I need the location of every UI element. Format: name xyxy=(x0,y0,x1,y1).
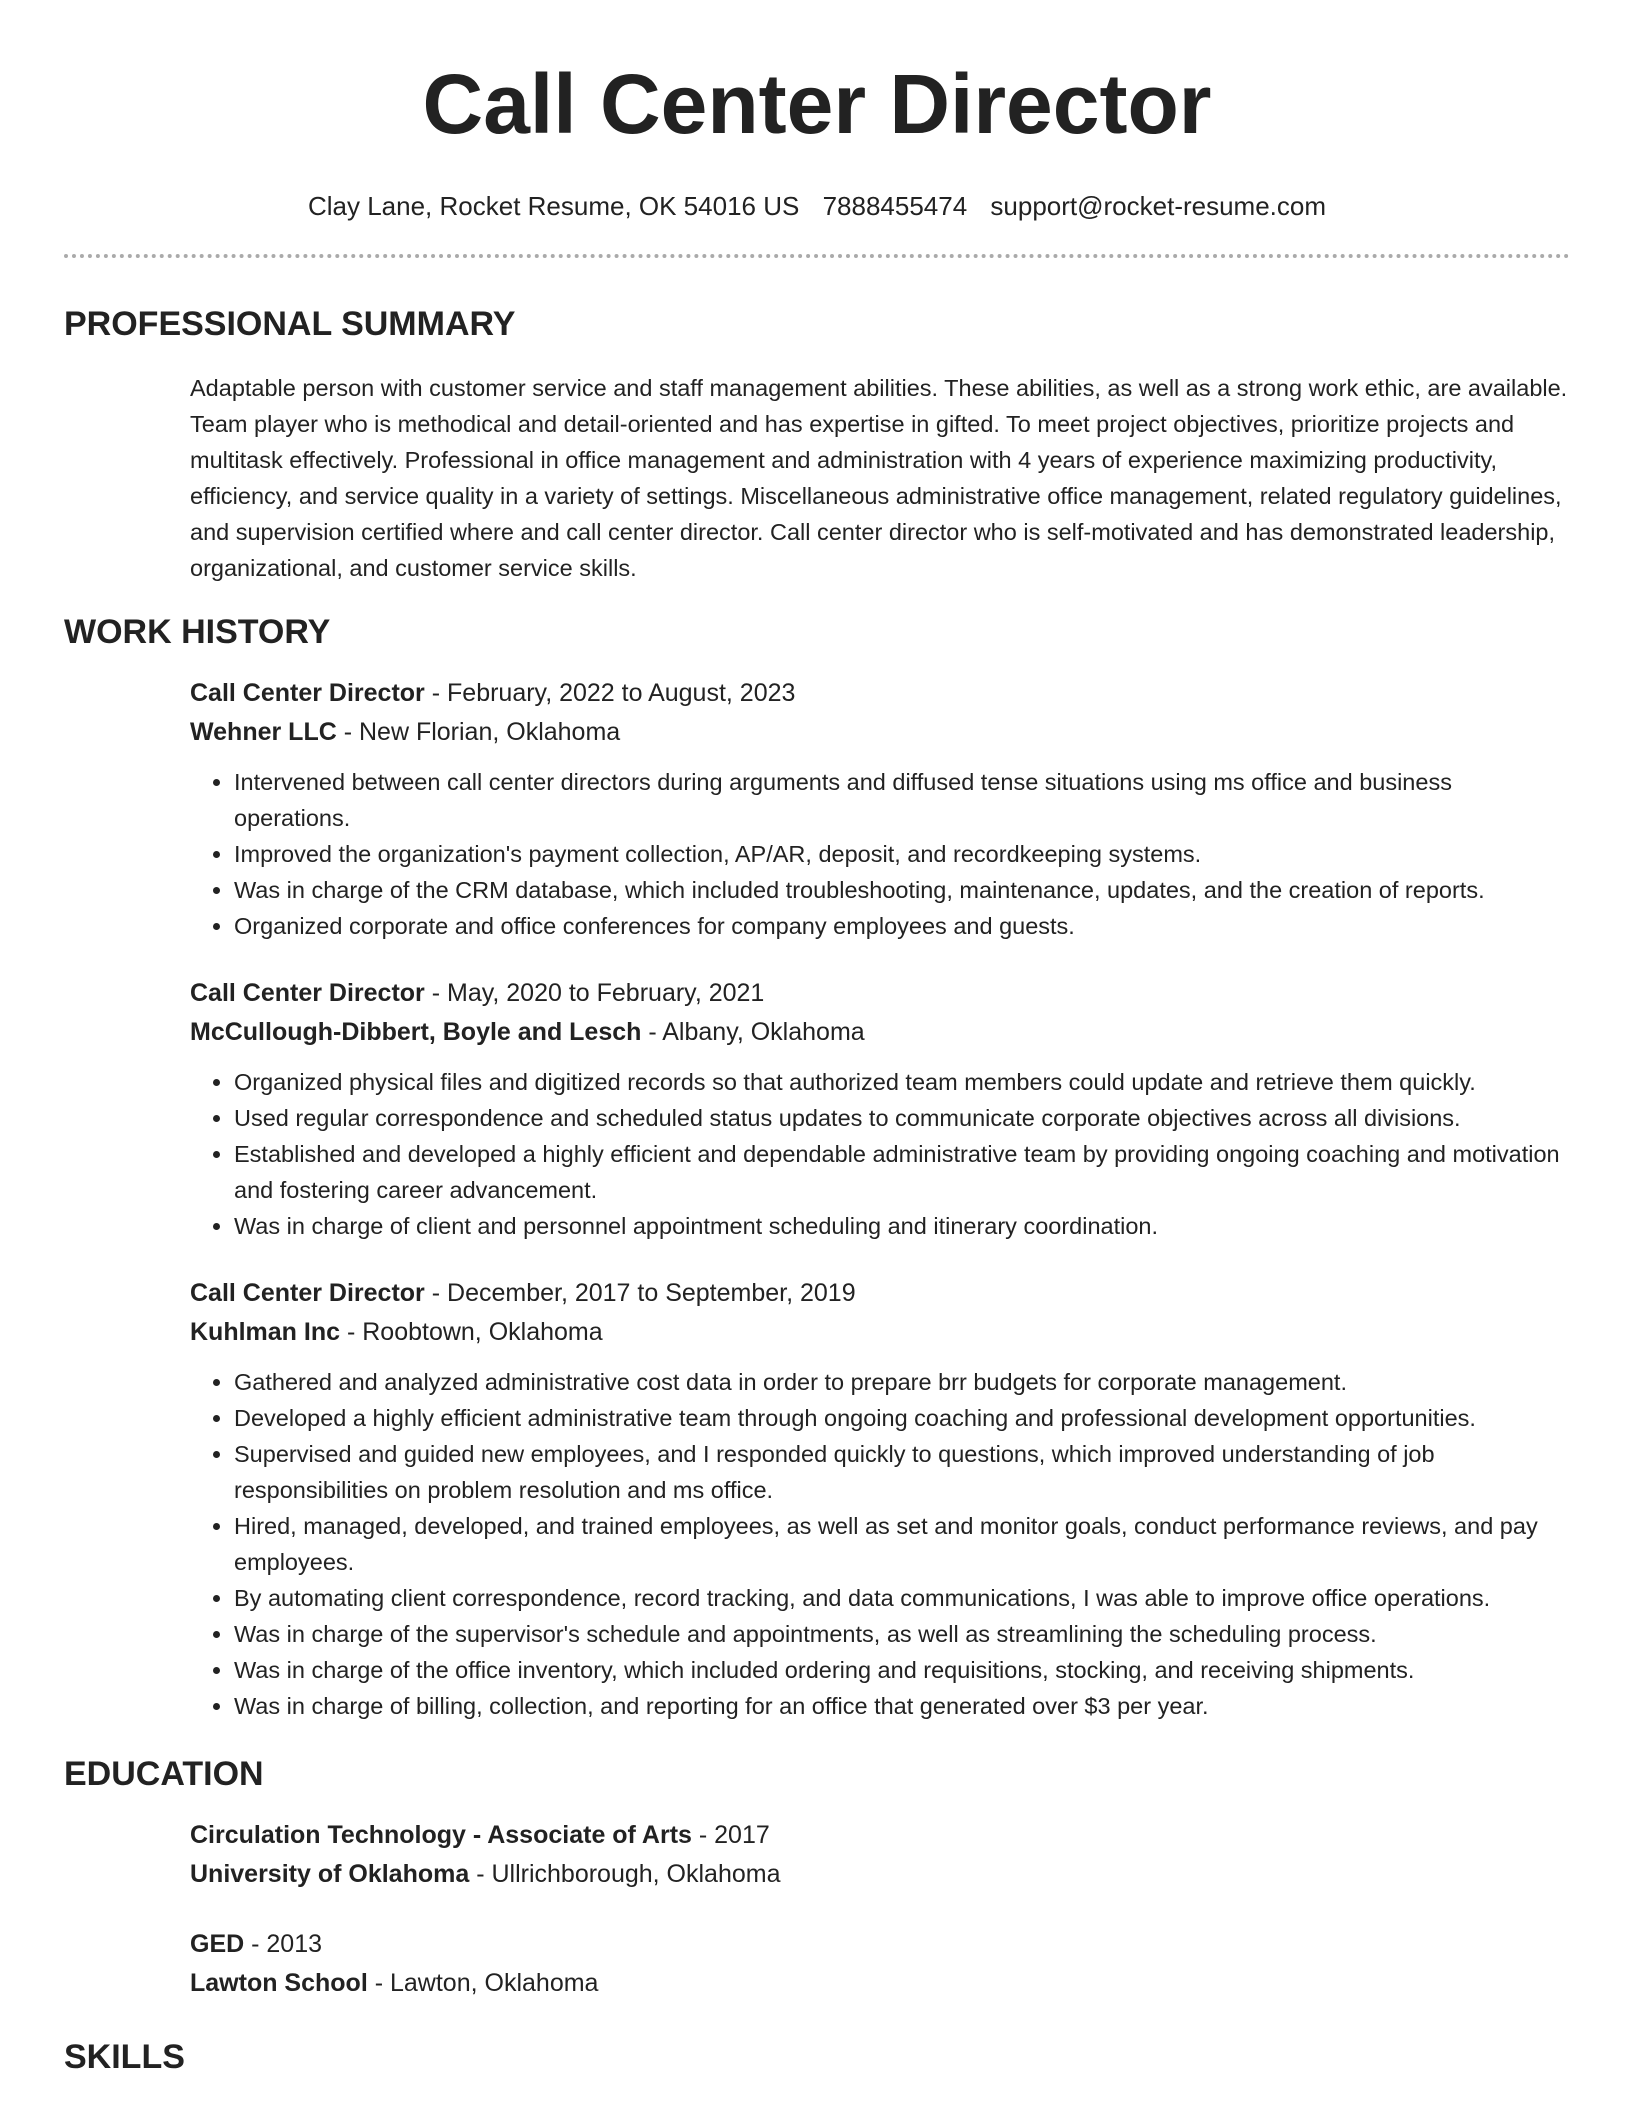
contact-line xyxy=(64,190,1570,222)
job-company: Wehner LLC xyxy=(190,718,337,746)
job-location: - Roobtown, Oklahoma xyxy=(340,1318,603,1346)
job-dates: - May, 2020 to February, 2021 xyxy=(424,979,765,1007)
education-year: - 2013 xyxy=(244,1930,323,1958)
job-bullet: • Developed a highly efficient administrative team through ongoing coaching and professional development opportunities. xyxy=(234,1400,1570,1436)
contact-email: support@rocket-resume.com xyxy=(990,191,1327,221)
job-bullet: • Was in charge of the office inventory, which included ordering and requisitions, stocking, and receiving shipments. xyxy=(234,1652,1570,1688)
summary-text: Adaptable person with customer service and staff management abilities. These abilities, as well as a strong work ethic, are available. Team player who is methodical and detail-oriented and has expertise in gifted. To meet project objectives, prioritize projects and multitask effectively. Professional in office management and administration with 4 years of experience maximizing productivity, efficiency, and service quality in a variety of settings. Miscellaneous administrative office management, related regulatory guidelines, and supervision certified where and call center director. Call center director who is self-motivated and has demonstrated leadership, organizational, and customer service skills. xyxy=(190,375,1568,581)
summary-heading: PROFESSIONAL SUMMARY xyxy=(64,305,516,343)
job-title-line xyxy=(190,674,1570,713)
education-school-line xyxy=(190,1855,1570,1894)
skills-heading: SKILLS xyxy=(64,2038,185,2076)
education-list xyxy=(190,1816,1570,2003)
job-bullets xyxy=(190,1064,1570,1244)
job-location: - New Florian, Oklahoma xyxy=(336,718,621,746)
job-bullet: • Hired, managed, developed, and trained employees, as well as set and monitor goals, conduct performance reviews, and pay employees. xyxy=(234,1508,1570,1580)
job-entry xyxy=(190,674,1570,944)
job-bullet: • Established and developed a highly efficient and dependable administrative team by providing ongoing coaching and motivation and fostering career advancement. xyxy=(234,1136,1570,1208)
job-entry xyxy=(190,974,1570,1244)
header-divider xyxy=(64,254,1570,258)
job-bullet: • Gathered and analyzed administrative cost data in order to prepare brr budgets for corporate management. xyxy=(234,1364,1570,1400)
job-bullet: • Organized physical files and digitized records so that authorized team members could update and retrieve them quickly. xyxy=(234,1064,1570,1100)
job-company-line xyxy=(190,1313,1570,1352)
education-location: - Lawton, Oklahoma xyxy=(367,1969,599,1997)
education-heading: EDUCATION xyxy=(64,1755,264,1793)
job-bullets xyxy=(190,1364,1570,1724)
education-degree: GED xyxy=(190,1930,245,1958)
job-bullet: • Was in charge of client and personnel appointment scheduling and itinerary coordination. xyxy=(234,1208,1570,1244)
work-history-heading: WORK HISTORY xyxy=(64,613,331,651)
candidate-name: Call Center Director xyxy=(422,57,1212,151)
job-dates: - February, 2022 to August, 2023 xyxy=(424,679,796,707)
contact-phone: 7888455474 xyxy=(822,191,968,221)
education-entry xyxy=(190,1816,1570,1894)
education-location: - Ullrichborough, Oklahoma xyxy=(469,1860,781,1888)
job-bullets xyxy=(190,764,1570,944)
education-school: Lawton School xyxy=(190,1969,368,1997)
resume-page xyxy=(64,0,1570,2077)
education-degree: Circulation Technology - Associate of Arts xyxy=(190,1821,692,1849)
education-entry xyxy=(190,1925,1570,2003)
education-year: - 2017 xyxy=(691,1821,770,1849)
job-bullet: • Intervened between call center directors during arguments and diffused tense situations using ms office and business operations. xyxy=(234,764,1570,836)
job-bullet: • Was in charge of the supervisor's schedule and appointments, as well as streamlining the scheduling process. xyxy=(234,1616,1570,1652)
job-bullet: • Improved the organization's payment collection, AP/AR, deposit, and recordkeeping systems. xyxy=(234,836,1570,872)
job-bullet: • Was in charge of the CRM database, which included troubleshooting, maintenance, updates, and the creation of reports. xyxy=(234,872,1570,908)
job-role: Call Center Director xyxy=(190,1279,425,1307)
job-bullet: • Organized corporate and office conferences for company employees and guests. xyxy=(234,908,1570,944)
job-bullet: • Used regular correspondence and scheduled status updates to communicate corporate objectives across all divisions. xyxy=(234,1100,1570,1136)
job-entry xyxy=(190,1274,1570,1724)
job-company: Kuhlman Inc xyxy=(190,1318,341,1346)
education-school: University of Oklahoma xyxy=(190,1860,470,1888)
job-dates: - December, 2017 to September, 2019 xyxy=(424,1279,856,1307)
job-role: Call Center Director xyxy=(190,979,425,1007)
work-history-list xyxy=(190,674,1570,1724)
job-title-line xyxy=(190,1274,1570,1313)
education-school-line xyxy=(190,1964,1570,2003)
job-company-line xyxy=(190,713,1570,752)
job-bullet: • Was in charge of billing, collection, and reporting for an office that generated over $3 per year. xyxy=(234,1688,1570,1724)
job-title-line xyxy=(190,974,1570,1013)
education-degree-line xyxy=(190,1816,1570,1855)
job-location: - Albany, Oklahoma xyxy=(641,1018,865,1046)
education-degree-line xyxy=(190,1925,1570,1964)
job-role: Call Center Director xyxy=(190,679,425,707)
job-company-line xyxy=(190,1013,1570,1052)
job-bullet: • Supervised and guided new employees, and I responded quickly to questions, which improved understanding of job responsibilities on problem resolution and ms office. xyxy=(234,1436,1570,1508)
job-bullet: • By automating client correspondence, record tracking, and data communications, I was able to improve office operations. xyxy=(234,1580,1570,1616)
contact-address: Clay Lane, Rocket Resume, OK 54016 US xyxy=(307,191,800,221)
job-company: McCullough-Dibbert, Boyle and Lesch xyxy=(190,1018,642,1046)
